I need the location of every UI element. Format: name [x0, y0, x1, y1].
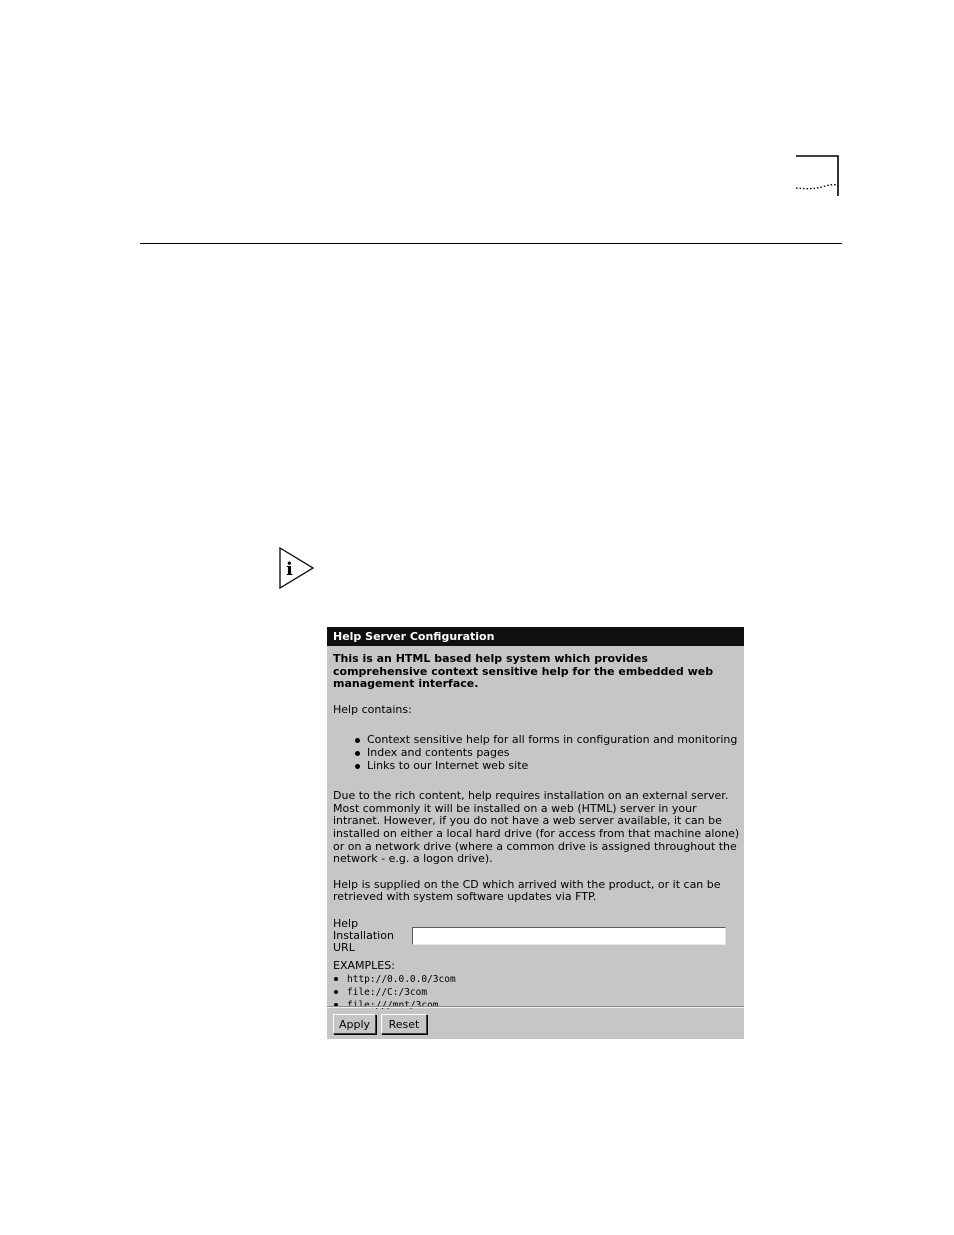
installation-text: Due to the rich content, help requires installation on an external server. Most commonly it will be installed on a web (HTML) server in your intranet. However, if you do not have a web server available, it can be installed on either a local hard drive (for access from that machine alone) or on a network drive (where a common drive is assigned throughout the network - e.g. a logon drive).	[333, 789, 740, 866]
examples-label: EXAMPLES:	[333, 958, 395, 972]
supply-text: Help is supplied on the CD which arrived with the product, or it can be retrieved with system software updates via FTP.	[333, 877, 721, 904]
list-item: Links to our Internet web site	[333, 760, 743, 773]
list-item: Context sensitive help for all forms in configuration and monitoring	[333, 734, 743, 747]
list-item: Index and contents pages	[333, 747, 743, 760]
list-item: http://0.0.0.0/3com	[333, 973, 743, 986]
help-url-label: Help Installation URL	[333, 916, 394, 954]
help-contents-list	[333, 734, 743, 772]
svg-text:i: i	[286, 559, 293, 580]
page-corner-icon	[794, 155, 840, 197]
list-item: file://C:/3com	[333, 986, 743, 999]
panel-title: Help Server Configuration	[327, 627, 744, 646]
list-item: file:///mnt/3com	[333, 999, 743, 1012]
help-server-configuration-panel	[327, 627, 744, 1039]
help-url-input[interactable]	[412, 927, 726, 945]
reset-button[interactable]: Reset	[381, 1014, 427, 1034]
panel-body	[333, 653, 743, 1012]
header-rule	[140, 243, 842, 244]
panel-divider	[327, 1006, 744, 1008]
info-icon	[279, 547, 315, 589]
help-url-row	[333, 916, 743, 954]
intro-text: This is an HTML based help system which provides comprehensive context sensitive help for the embedded web management interface.	[333, 652, 714, 691]
help-contains-label: Help contains:	[333, 702, 412, 716]
apply-button[interactable]: Apply	[333, 1014, 376, 1034]
